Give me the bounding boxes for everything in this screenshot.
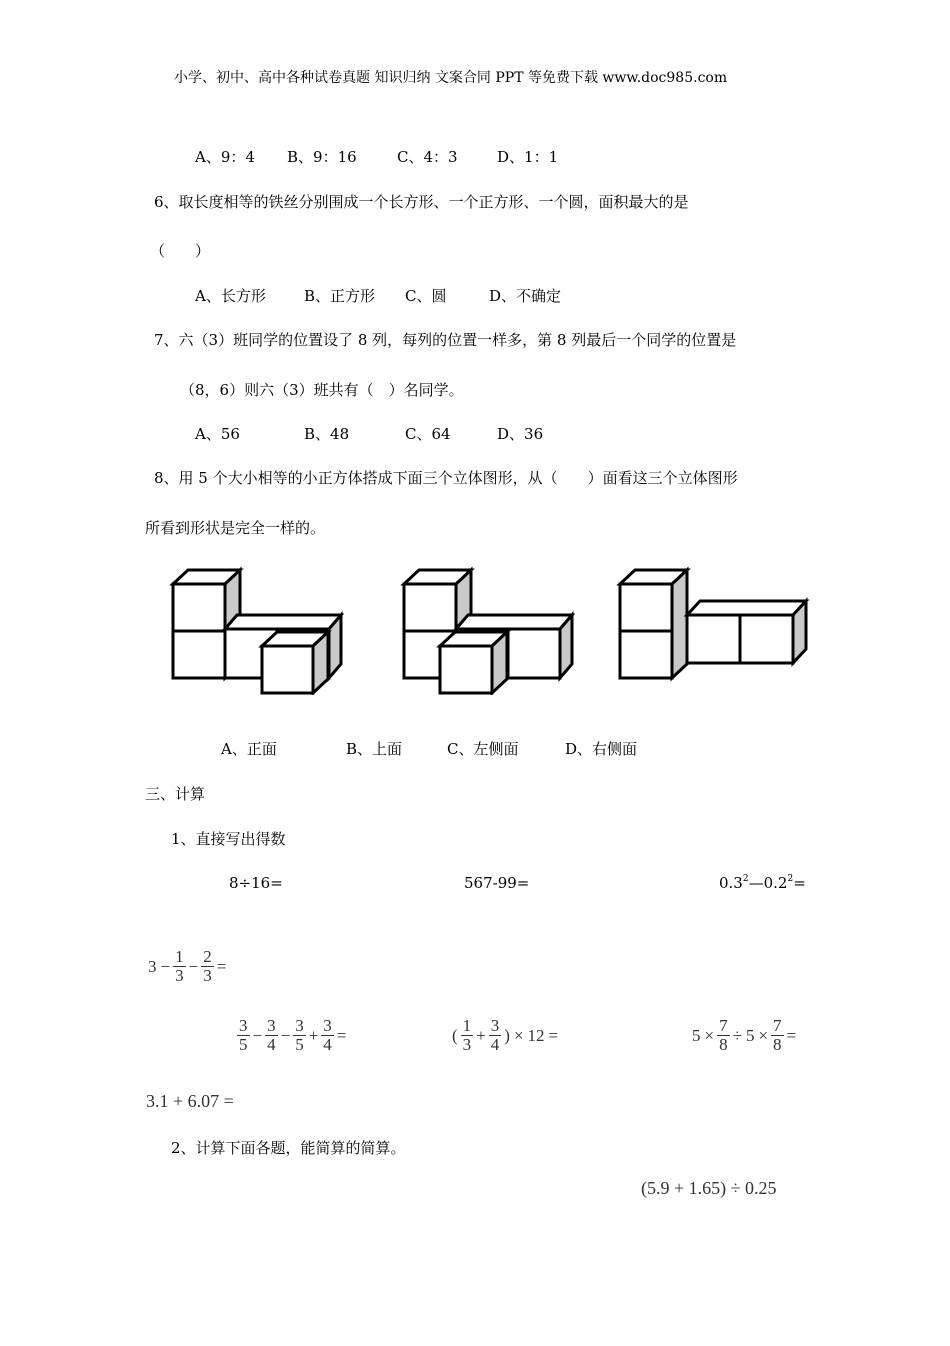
calc-8-div-16: 8÷16= [229,874,283,892]
q6-answer-blank: （ ） [150,242,211,260]
calc-567-minus-99: 567-99= [464,874,530,892]
q6-option-a: A、长方形 [195,287,266,305]
subsection-1-title: 1、直接写出得数 [171,830,286,848]
q8-option-b: B、上面 [346,740,403,758]
subsection-2-title: 2、计算下面各题，能简算的简算。 [171,1139,406,1157]
q7-question-line2: （8，6）则六（3）班共有（ ）名同学。 [180,381,464,399]
calc-squares-difference: $0.3^2—0.2^2=$ [719,874,806,892]
cube-figure-2 [396,565,581,695]
q6-option-d: D、不确定 [489,287,562,305]
calc-three-minus-fractions: 3 − $\frac{1}{3}$ − $\frac{2}{3}$ = [148,947,227,985]
calc-decimal-sum: 3.1 + 6.07 = [146,1091,234,1111]
q5-option-d: D、1：1 [497,148,559,166]
q7-option-a: A、56 [195,425,240,443]
cube-figure-3 [612,565,812,685]
q5-option-c: C、4：3 [397,148,458,166]
section-title: 三、计算 [145,785,206,803]
calc-simplify-expression: (5.9 + 1.65) ÷ 0.25 [641,1178,777,1198]
cube-figure-1 [165,565,350,695]
q6-option-c: C、圆 [405,287,447,305]
calc-fraction-chain: $\frac{3}{5}$ − $\frac{3}{4}$ − $\frac{3}{5}$ + $\frac{3}{4}$ = [239,1016,347,1054]
calc-mixed-operations: 5 × $\frac{7}{8}$ ÷ 5 × $\frac{7}{8}$ = [692,1016,797,1054]
q5-option-a: A、9：4 [195,148,255,166]
q7-option-c: C、64 [405,425,451,443]
q7-question: 7、六（3）班同学的位置设了 8 列，每列的位置一样多，第 8 列最后一个同学的位置是 [154,331,737,349]
q8-question-line2: 所看到形状是完全一样的。 [145,519,326,537]
q7-option-b: B、48 [304,425,350,443]
page-header: 小学、初中、高中各种试卷真题 知识归纳 文案合同 PPT 等免费下载 www.doc985.com [174,70,728,86]
q8-option-c: C、左侧面 [447,740,519,758]
q5-option-b: B、9：16 [287,148,357,166]
calc-parenthesized-product: ( $\frac{1}{3}$ + $\frac{3}{4}$ ) × 12 = [452,1016,559,1054]
q8-option-d: D、右侧面 [565,740,638,758]
q8-option-a: A、正面 [221,740,277,758]
q6-question: 6、取长度相等的铁丝分别围成一个长方形、一个正方形、一个圆，面积最大的是 [154,193,689,211]
q6-option-b: B、正方形 [304,287,376,305]
q8-question: 8、用 5 个大小相等的小正方体搭成下面三个立体图形，从（ ）面看这三个立体图形 [154,469,738,487]
q7-option-d: D、36 [497,425,544,443]
